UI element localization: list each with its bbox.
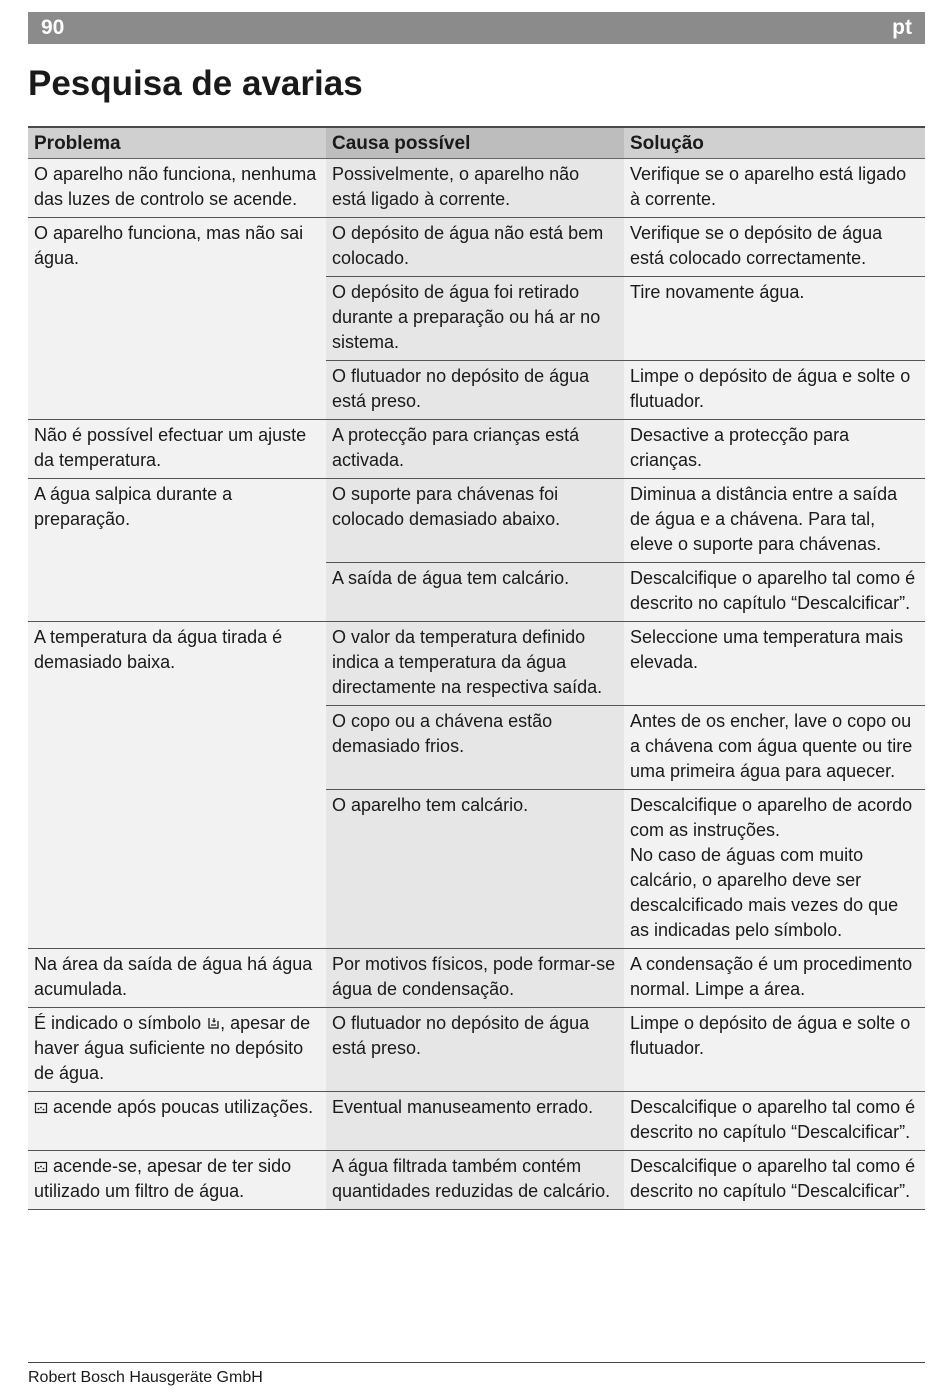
language-code: pt — [892, 16, 912, 39]
solution-cell: Descalcifique o aparelho tal como é descrito no capítulo “Descalcificar”. — [624, 1092, 925, 1151]
cause-cell: O aparelho tem calcário. — [326, 790, 624, 949]
descaling-icon — [34, 1101, 48, 1114]
solution-cell: Descalcifique o aparelho tal como é descrito no capítulo “Descalcificar”. — [624, 1151, 925, 1210]
solution-cell: Diminua a distância entre a saída de água e a chávena. Para tal, eleve o suporte para chávenas. — [624, 479, 925, 563]
cause-cell: O depósito de água foi retirado durante a preparação ou há ar no sistema. — [326, 277, 624, 361]
cause-cell: O copo ou a chávena estão demasiado frios. — [326, 706, 624, 790]
problem-cell — [28, 1092, 326, 1151]
table-row — [28, 1092, 925, 1151]
solution-cell: Tire novamente água. — [624, 277, 925, 361]
cause-cell: A protecção para crianças está activada. — [326, 420, 624, 479]
table-row — [28, 159, 925, 218]
solution-cell: Limpe o depósito de água e solte o flutuador. — [624, 1008, 925, 1092]
problem-cell: O aparelho funciona, mas não sai água. — [28, 218, 326, 420]
problem-cell: O aparelho não funciona, nenhuma das luzes de controlo se acende. — [28, 159, 326, 218]
page-number: 90 — [41, 16, 65, 39]
problem-cell: A temperatura da água tirada é demasiado baixa. — [28, 622, 326, 949]
solution-cell: A condensação é um procedimento normal. Limpe a área. — [624, 949, 925, 1008]
troubleshooting-table — [28, 126, 925, 1210]
problem-text-after: acende-se, apesar de ter sido utilizado um filtro de água. — [34, 1156, 292, 1201]
problem-text-before: É indicado o símbolo — [34, 1013, 207, 1033]
table-row — [28, 1008, 925, 1092]
cause-cell: O depósito de água não está bem colocado. — [326, 218, 624, 277]
problem-cell — [28, 1008, 326, 1092]
cause-cell: Possivelmente, o aparelho não está ligado à corrente. — [326, 159, 624, 218]
page-title: Pesquisa de avarias — [28, 64, 363, 103]
cause-cell: Eventual manuseamento errado. — [326, 1092, 624, 1151]
solution-cell: Limpe o depósito de água e solte o flutuador. — [624, 361, 925, 420]
problem-text-after: , apesar de haver água suficiente no depósito de água. — [34, 1013, 311, 1083]
solution-cell: Seleccione uma temperatura mais elevada. — [624, 622, 925, 706]
cause-cell: O flutuador no depósito de água está preso. — [326, 1008, 624, 1092]
problem-cell: Não é possível efectuar um ajuste da temperatura. — [28, 420, 326, 479]
solution-text: Descalcifique o aparelho de acordo com as instruções. — [630, 795, 913, 840]
cause-cell: O flutuador no depósito de água está preso. — [326, 361, 624, 420]
table-header-row — [28, 127, 925, 159]
descaling-icon — [34, 1160, 48, 1173]
table-row — [28, 479, 925, 563]
table-row — [28, 622, 925, 706]
footer-divider — [28, 1362, 925, 1363]
header-cause: Causa possível — [326, 127, 624, 159]
table-row — [28, 949, 925, 1008]
cause-cell: A água filtrada também contém quantidades reduzidas de calcário. — [326, 1151, 624, 1210]
cause-cell: Por motivos físicos, pode formar-se água de condensação. — [326, 949, 624, 1008]
solution-cell: Antes de os encher, lave o copo ou a chávena com água quente ou tire uma primeira água para aquecer. — [624, 706, 925, 790]
solution-cell — [624, 790, 925, 949]
problem-cell: Na área da saída de água há água acumulada. — [28, 949, 326, 1008]
problem-text-after: acende após poucas utilizações. — [48, 1097, 314, 1117]
cause-cell: O valor da temperatura definido indica a temperatura da água directamente na respectiva saída. — [326, 622, 624, 706]
page-header-bar — [28, 12, 925, 44]
footer-company: Robert Bosch Hausgeräte GmbH — [28, 1369, 263, 1386]
solution-cell: Desactive a protecção para crianças. — [624, 420, 925, 479]
solution-extra-text: No caso de águas com muito calcário, o aparelho deve ser descalcificado mais vezes do que as indicadas pelo símbolo. — [630, 845, 899, 940]
water-tank-icon — [206, 1017, 220, 1030]
solution-cell: Verifique se o depósito de água está colocado correctamente. — [624, 218, 925, 277]
header-problem: Problema — [28, 127, 326, 159]
problem-cell — [28, 1151, 326, 1210]
table-row — [28, 218, 925, 277]
table-row — [28, 1151, 925, 1210]
problem-cell: A água salpica durante a preparação. — [28, 479, 326, 622]
solution-cell: Descalcifique o aparelho tal como é descrito no capítulo “Descalcificar”. — [624, 563, 925, 622]
header-solution: Solução — [624, 127, 925, 159]
cause-cell: O suporte para chávenas foi colocado demasiado abaixo. — [326, 479, 624, 563]
cause-cell: A saída de água tem calcário. — [326, 563, 624, 622]
table-row — [28, 420, 925, 479]
solution-cell: Verifique se o aparelho está ligado à corrente. — [624, 159, 925, 218]
